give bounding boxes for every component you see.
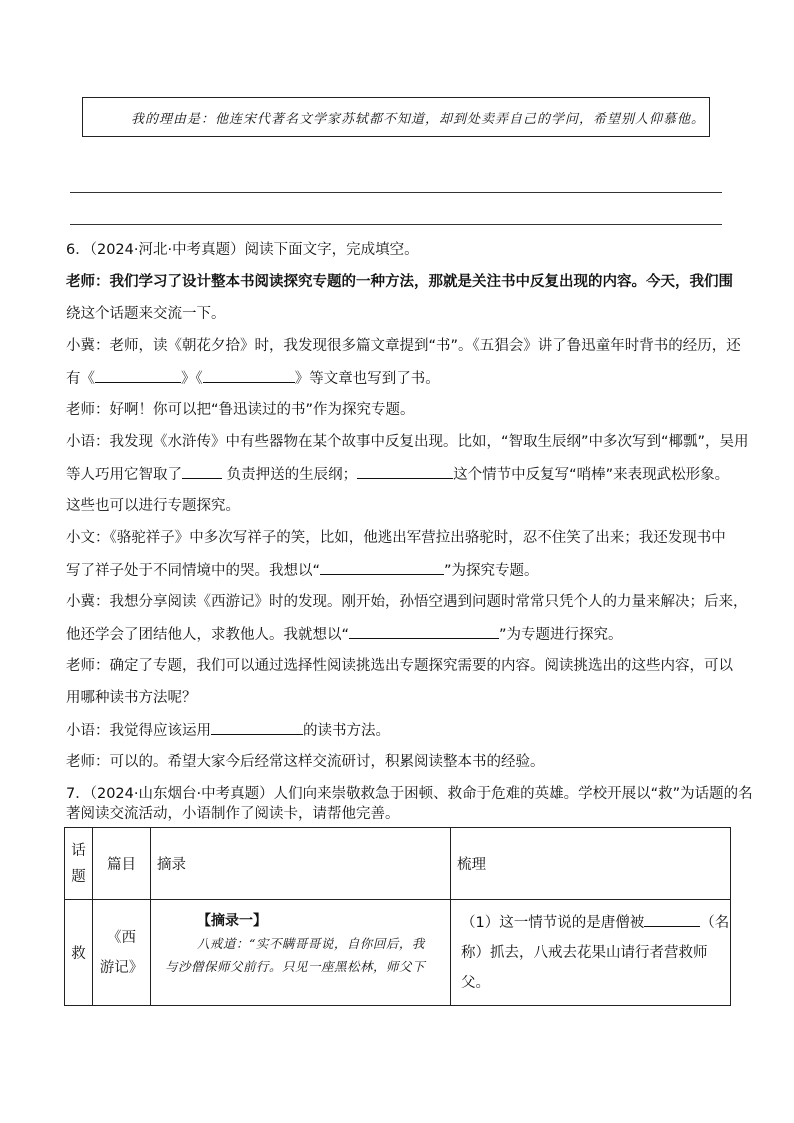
book-title-blank-1[interactable] bbox=[95, 368, 181, 383]
q6-line-4-b: 》《 bbox=[181, 371, 203, 387]
reason-box bbox=[82, 97, 710, 137]
q6-line-13: 老师：确定了专题，我们可以通过选择性阅读挑选出专题探究需要的内容。阅读挑选出的这些内容，可以 bbox=[66, 658, 733, 674]
q6-line-12-b: ”为专题进行探究。 bbox=[499, 627, 623, 643]
q6-line-7 bbox=[66, 464, 729, 485]
q6-line-8: 这些也可以进行专题探究。 bbox=[66, 498, 240, 514]
q6-line-7-c: 这个情节中反复写“哨棒”来表现武松形象。 bbox=[453, 467, 730, 483]
q6-line-10-b: ”为探究专题。 bbox=[444, 563, 539, 579]
q6-line-16: 老师：可以的。希望大家今后经常这样交流研讨，积累阅读整本书的经验。 bbox=[66, 754, 545, 770]
header-topic-2: 题 bbox=[71, 868, 86, 885]
name-blank[interactable] bbox=[644, 912, 700, 927]
cell-sorting bbox=[451, 900, 731, 1006]
excerpt-line-1: 八戒道：“实不瞒哥哥说，自你回后，我 bbox=[197, 936, 425, 951]
table-header-row bbox=[65, 828, 731, 900]
chapter-line-1: 《西 bbox=[107, 929, 136, 946]
q6-line-6: 小语：我发现《水浒传》中有些器物在某个故事中反复出现。比如，“智取生辰纲”中多次写到“椰瓢”，吴用 bbox=[66, 434, 749, 450]
q6-line-12 bbox=[66, 624, 623, 645]
character-blank[interactable] bbox=[182, 464, 222, 479]
q6-line-3: 小冀：老师，读《朝花夕拾》时，我发现很多篇文章提到“书”。《五猖会》讲了鲁迅童年时背书的经历，还 bbox=[66, 338, 741, 354]
chapter-line-2: 游记》 bbox=[99, 959, 144, 976]
q6-line-9: 小文：《骆驼祥子》中多次写祥子的笑，比如，他逃出军营拉出骆驼时，忍不住笑了出来；我还发现书中 bbox=[66, 530, 726, 546]
cell-excerpt bbox=[151, 900, 451, 1006]
q6-line-1: 老师：我们学习了设计整本书阅读探究专题的一种方法，那就是关注书中反复出现的内容。今天，我们围 bbox=[66, 274, 733, 290]
q6-line-11: 小冀：我想分享阅读《西游记》时的发现。刚开始，孙悟空遇到问题时常常只凭个人的力量来解决；后来， bbox=[66, 594, 748, 610]
excerpt-line-2: 与沙僧保师父前行。只见一座黑松林，师父下 bbox=[165, 959, 426, 974]
plot-blank[interactable] bbox=[357, 464, 453, 479]
answer-line-2[interactable] bbox=[70, 224, 722, 225]
q6-line-15 bbox=[66, 720, 390, 741]
method-blank[interactable] bbox=[211, 720, 303, 735]
answer-line-1[interactable] bbox=[70, 192, 722, 193]
q6-line-10-a: 写了祥子处于不同情境中的哭。我想以“ bbox=[66, 563, 321, 579]
header-topic bbox=[65, 828, 93, 900]
q6-line-15-a: 小语：我觉得应该运用 bbox=[66, 723, 211, 739]
q6-line-4 bbox=[66, 368, 440, 389]
topic-blank-1[interactable] bbox=[320, 560, 444, 575]
q6-line-5: 老师：好啊！你可以把“鲁迅读过的书”作为探究专题。 bbox=[66, 402, 415, 418]
q6-line-4-a: 有《 bbox=[66, 371, 95, 387]
sorting-text-a: （1）这一情节说的是唐僧被 bbox=[461, 914, 645, 931]
q6-line-7-a: 等人巧用它智取了 bbox=[66, 467, 182, 483]
q6-line-12-a: 他还学会了团结他人，求教他人。我就想以“ bbox=[66, 627, 350, 643]
header-sorting: 梳理 bbox=[451, 828, 731, 900]
q6-line-10 bbox=[66, 560, 539, 581]
table-row bbox=[65, 900, 731, 1006]
q6-line-14: 用哪种读书方法呢？ bbox=[66, 690, 197, 706]
cell-chapter bbox=[93, 900, 151, 1006]
book-title-blank-2[interactable] bbox=[203, 368, 295, 383]
q6-line-15-b: 的读书方法。 bbox=[303, 723, 390, 739]
reason-text: 我的理由是：他连宋代著名文学家苏轼都不知道，却到处卖弄自己的学问，希望别人仰慕他。 bbox=[131, 112, 706, 127]
header-chapter: 篇目 bbox=[93, 828, 151, 900]
q6-line-4-c: 》等文章也写到了书。 bbox=[294, 371, 440, 387]
topic-blank-2[interactable] bbox=[349, 624, 499, 639]
sorting-line-1 bbox=[461, 908, 730, 938]
q6-title: 6．（2024·河北·中考真题）阅读下面文字，完成填空。 bbox=[66, 242, 419, 258]
reading-card-table bbox=[64, 827, 731, 1006]
header-topic-1: 话 bbox=[71, 842, 86, 859]
header-excerpt: 摘录 bbox=[151, 828, 451, 900]
q7-line-1: 7．（2024·山东烟台·中考真题）人们向来崇敬救急于困顿、救命于危难的英雄。学校开展以“救”为话题的名 bbox=[66, 786, 753, 802]
q6-line-2: 绕这个话题来交流一下。 bbox=[66, 306, 226, 322]
q6-line-7-b: 负责押送的生辰纲； bbox=[222, 467, 358, 483]
q7-line-2: 著阅读交流活动，小语制作了阅读卡，请帮他完善。 bbox=[66, 806, 400, 822]
cell-topic: 救 bbox=[65, 900, 93, 1006]
sorting-line-2: 称）抓去，八戒去花果山请行者营救师父。 bbox=[461, 944, 708, 991]
excerpt-title: 【摘录一】 bbox=[197, 913, 267, 929]
sorting-text-b: （名 bbox=[700, 914, 730, 931]
